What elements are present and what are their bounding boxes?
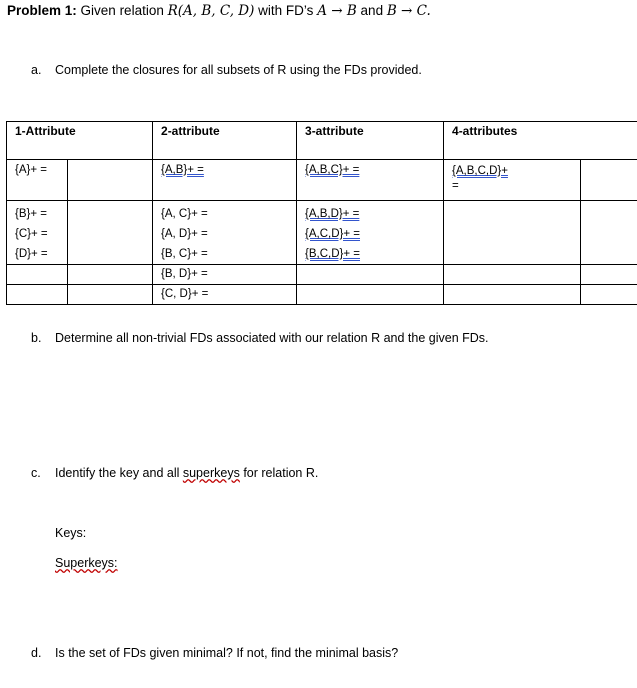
cell-abc-closure[interactable] xyxy=(297,160,444,201)
table-row xyxy=(7,160,637,201)
cell-blank[interactable] xyxy=(581,265,637,285)
cell-blank[interactable] xyxy=(581,285,637,305)
closure-table xyxy=(6,121,637,305)
item-c-letter: c. xyxy=(31,466,41,480)
cell-blank[interactable] xyxy=(444,201,581,265)
keys-label: Keys: xyxy=(55,526,87,540)
cell-bd-closure[interactable]: {B, D}+ = xyxy=(153,265,297,285)
cell-ab-closure[interactable] xyxy=(153,160,297,201)
item-a-text: Complete the closures for all subsets of R using the FDs provided. xyxy=(55,63,422,77)
table-row xyxy=(7,265,637,285)
item-d-letter: d. xyxy=(31,646,42,660)
cell-blank[interactable] xyxy=(68,160,153,201)
cell-blank[interactable] xyxy=(444,285,581,305)
abd-closure-text: {A,B,D}+ = xyxy=(305,208,360,220)
cell-blank[interactable] xyxy=(297,265,444,285)
cell-blank[interactable] xyxy=(68,285,153,305)
item-c-superkeys-word: superkeys xyxy=(182,466,240,480)
item-a xyxy=(31,63,422,77)
acd-closure-text: {A,C,D}+ = xyxy=(305,228,360,240)
item-c xyxy=(31,466,318,480)
bcd-closure-text: {B,C,D}+ = xyxy=(305,248,360,260)
problem-with: with FD’s xyxy=(258,3,314,18)
superkeys-label: Superkeys: xyxy=(55,556,118,570)
cell-blank[interactable] xyxy=(68,201,153,265)
bc-closure-text: {B, C}+ = xyxy=(161,248,208,260)
abcd-closure-text: {A,B,C,D}+ xyxy=(452,165,508,177)
item-b-letter: b. xyxy=(31,331,42,345)
cell-cd-closure[interactable]: {C, D}+ = xyxy=(153,285,297,305)
cell-a-closure[interactable]: {A}+ = xyxy=(7,160,68,201)
problem-label: Problem 1: xyxy=(7,3,77,18)
problem-title xyxy=(7,3,431,19)
item-d xyxy=(31,646,398,660)
fd-two: B → C. xyxy=(386,3,431,19)
item-d-text: Is the set of FDs given minimal? If not, find the minimal basis? xyxy=(55,646,399,660)
cell-blank[interactable] xyxy=(297,285,444,305)
header-4-attributes: 4-attributes xyxy=(444,122,637,160)
cell-bcd-closures[interactable] xyxy=(7,201,68,265)
c-closure-text: {C}+ = xyxy=(15,228,48,240)
cell-pair-closures[interactable] xyxy=(153,201,297,265)
item-c-text-before: Identify the key and all xyxy=(55,466,183,480)
b-closure-text: {B}+ = xyxy=(15,208,47,220)
table-header-row xyxy=(7,122,637,160)
cell-blank[interactable] xyxy=(581,160,637,201)
fd-one: A → B xyxy=(317,3,357,19)
cell-blank[interactable] xyxy=(444,265,581,285)
cell-blank[interactable] xyxy=(581,201,637,265)
ad-closure-text: {A, D}+ = xyxy=(161,228,208,240)
header-2-attribute: 2-attribute xyxy=(153,122,297,160)
header-1-attribute: 1-Attribute xyxy=(7,122,153,160)
item-b-text: Determine all non-trivial FDs associated with our relation R and the given FDs. xyxy=(55,331,489,345)
cell-blank[interactable] xyxy=(7,285,68,305)
relation-name: R(A, B, C, D) xyxy=(167,3,255,19)
abc-closure-text: {A,B,C}+ = xyxy=(305,164,360,176)
d-closure-text: {D}+ = xyxy=(15,248,48,260)
header-3-attribute: 3-attribute xyxy=(297,122,444,160)
problem-text: Given relation xyxy=(80,3,164,18)
cell-blank[interactable] xyxy=(7,265,68,285)
cell-blank[interactable] xyxy=(68,265,153,285)
table-row xyxy=(7,285,637,305)
item-b xyxy=(31,331,489,345)
cell-triple-closures[interactable] xyxy=(297,201,444,265)
problem-and: and xyxy=(360,3,384,18)
item-c-text-after: for relation R. xyxy=(239,466,319,480)
ac-closure-text: {A, C}+ = xyxy=(161,208,208,220)
item-a-letter: a. xyxy=(31,63,42,77)
abcd-closure-equals: = xyxy=(452,180,459,192)
cell-abcd-closure[interactable] xyxy=(444,160,581,201)
table-row xyxy=(7,201,637,265)
ab-closure-text: {A,B}+ = xyxy=(161,164,204,176)
